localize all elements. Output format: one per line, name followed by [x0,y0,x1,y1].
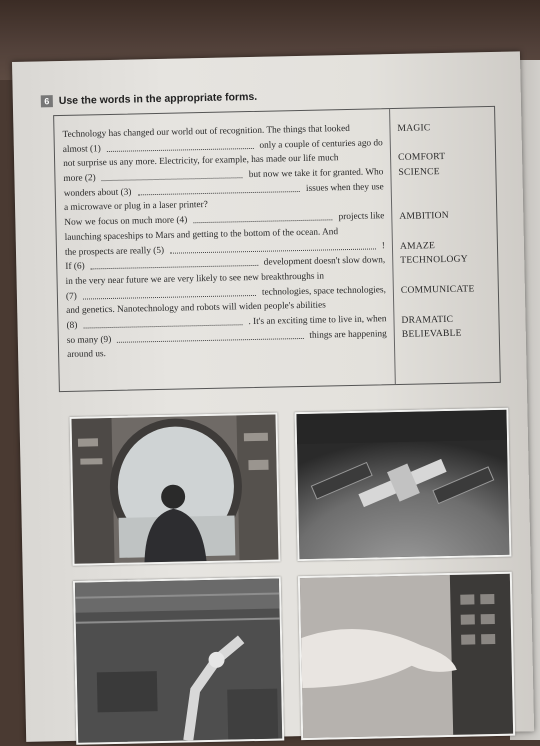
astronaut-window-illustration [71,415,278,564]
text-segment: Now we focus on much more (4) [64,215,188,229]
answer-blank[interactable] [102,168,243,181]
space-station-illustration [296,410,509,559]
word-bank-item: SCIENCE [398,166,440,178]
hand-touch-panel-illustration [300,574,513,738]
robot-factory-illustration [75,579,282,743]
answer-blank[interactable] [91,256,258,269]
word-bank-item: AMAZE [399,240,436,252]
text-segment: and genetics. Nanotechnology and robots will widen people's abilities [66,300,326,317]
photo-astronaut-window [69,413,280,566]
text-segment: issues when they use [305,181,384,194]
text-segment: things are happening [309,328,387,341]
text-segment: a microwave or plug in a laser printer? [63,200,208,214]
exercise-heading [41,91,258,108]
text-segment: projects like [338,211,385,223]
word-bank-item: COMFORT [397,150,446,163]
text-segment: wonders about (3) [63,187,132,199]
text-segment: almost (1) [62,143,101,155]
text-segment: but now we take it for granted. Who [248,167,384,181]
text-segment: Technology has changed our world out of recognition. The things that looked [62,123,350,140]
text-segment: If (6) [65,261,85,273]
word-bank-item: DRAMATIC [401,313,454,326]
text-segment: only a couple of centuries ago do [259,137,383,151]
textbook-page [12,51,534,741]
answer-blank[interactable] [137,182,300,195]
answer-blank[interactable] [107,139,254,152]
text-segment: so many (9) [66,334,112,346]
text-segment: development doesn't slow down, [263,255,386,268]
photo-hand-touch-panel [298,572,515,740]
word-bank-item: TECHNOLOGY [400,253,468,266]
text-segment: around us. [67,349,106,361]
text-segment: ! [381,240,386,251]
column-divider [389,109,396,384]
answer-blank[interactable] [83,315,242,328]
exercise-box [53,106,501,392]
word-bank-item: COMMUNICATE [400,283,475,296]
answer-blank[interactable] [193,210,333,223]
text-segment: launching spaceships to Mars and getting to the bottom of the ocean. And [64,227,339,243]
word-bank-item: MAGIC [397,122,431,134]
text-segment: in the very near future we are very likely to see new breakthroughs in [65,271,325,287]
word-bank-item: BELIEVABLE [401,327,462,340]
text-segment: (8) [66,320,78,331]
text-segment: more (2) [63,173,96,185]
exercise-number: 6 [41,95,53,107]
photo-space-station [294,408,511,561]
text-segment: the prospects are really (5) [64,245,165,258]
text-segment: not surprise us any more. Electricity, for example, has made our life much [63,153,339,170]
word-bank-item: AMBITION [399,209,450,222]
text-segment: (7) [65,291,77,302]
exercise-text [62,121,387,363]
text-segment: technologies, space technologies, [261,284,386,298]
exercise-instruction: Use the words in the appropriate forms. [58,90,258,108]
text-segment: . It's an exciting time to live in, when [248,314,387,328]
